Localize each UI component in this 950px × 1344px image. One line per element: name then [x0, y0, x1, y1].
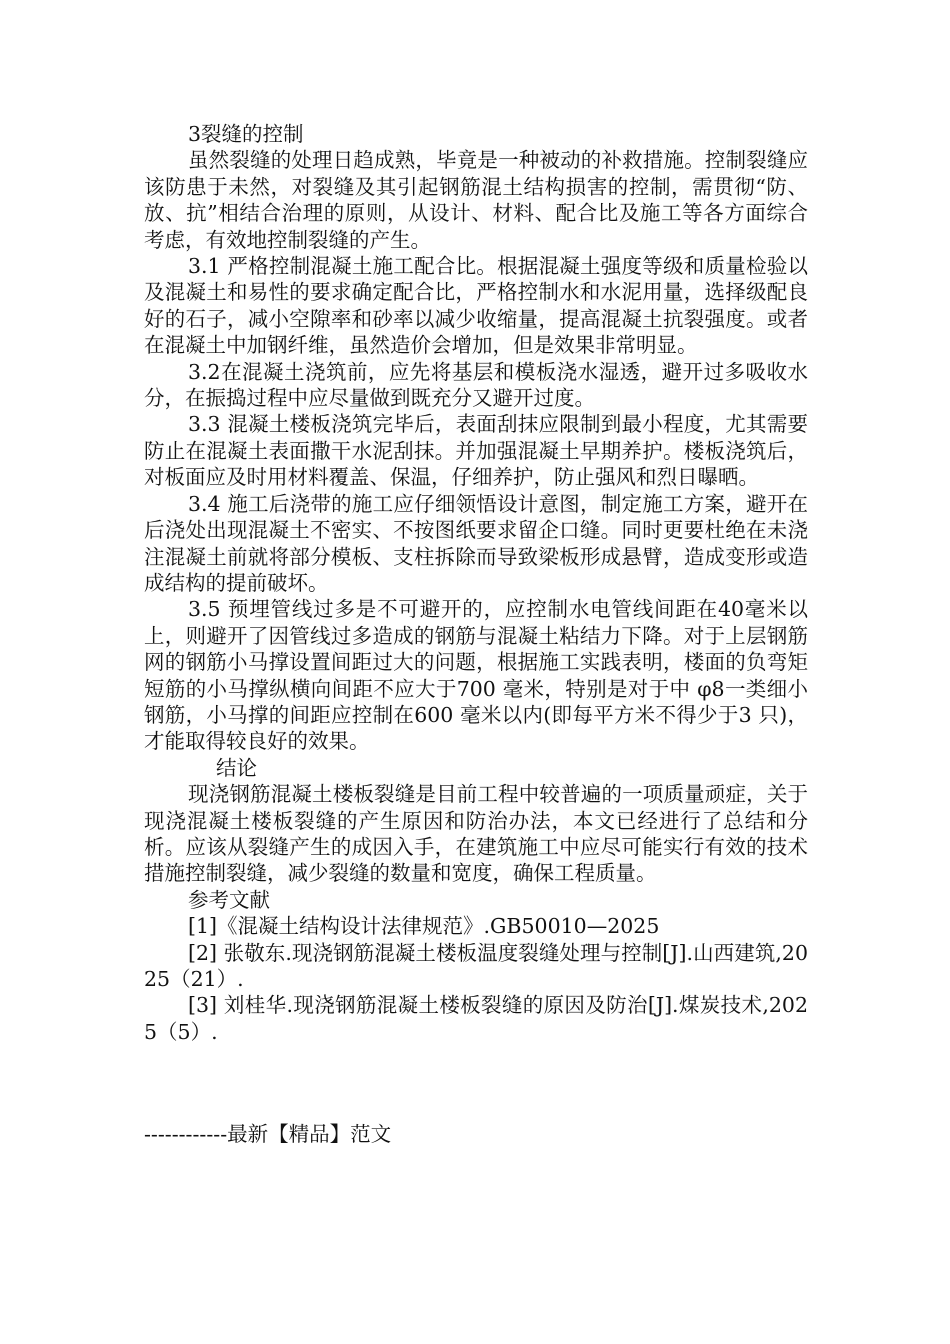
- reference-item-3: [3] 刘桂华.现浇钢筋混凝土楼板裂缝的原因及防治[J].煤炭技术,2025（5）.: [144, 993, 808, 1044]
- conclusion-title: 结论: [216, 755, 257, 780]
- references-title: 参考文献: [188, 887, 270, 912]
- section-title: 3裂缝的控制: [188, 122, 304, 146]
- intro-paragraph: 虽然裂缝的处理日趋成熟，毕竟是一种被动的补救措施。控制裂缝应该防患于未然，对裂缝及其引起钢筋混土结构损害的控制，需贯彻“防、放、抗”相结合治理的原则，从设计、材料、配合比及施工等各方面综合考虑，有效地控制裂缝的产生。: [144, 148, 808, 252]
- item-3-3-paragraph: 3.3 混凝土楼板浇筑完毕后，表面刮抹应限制到最小程度，尤其需要防止在混凝土表面撒干水泥刮抹。并加强混凝土早期养护。楼板浇筑后，对板面应及时用材料覆盖、保温，仔细养护，防止强风和烈日曝晒。: [144, 412, 808, 490]
- conclusion-paragraph: 现浇钢筋混凝土楼板裂缝是目前工程中较普遍的一项质量顽症，关于现浇混凝土楼板裂缝的产生原因和防治办法，本文已经进行了总结和分析。应该从裂缝产生的成因入手，在建筑施工中应尽可能实行有效的技术措施控制裂缝，减少裂缝的数量和宽度，确保工程质量。: [144, 782, 808, 886]
- item-3-4-paragraph: 3.4 施工后浇带的施工应仔细领悟设计意图，制定施工方案，避开在后浇处出现混凝土不密实、不按图纸要求留企口缝。同时更要杜绝在未浇注混凝土前就将部分模板、支柱拆除而导致梁板形成悬臂，造成变形或造成结构的提前破坏。: [144, 491, 808, 595]
- document-body: [144, 121, 808, 1045]
- item-3-1-paragraph: 3.1 严格控制混凝土施工配合比。根据混凝土强度等级和质量检验以及混凝土和易性的要求确定配合比，严格控制水和水泥用量，选择级配良好的石子，减小空隙率和砂率以减少收缩量，提高混凝土抗裂强度。或者在混凝土中加钢纤维，虽然造价会增加，但是效果非常明显。: [144, 254, 808, 358]
- item-3-2-paragraph: 3.2在混凝土浇筑前，应先将基层和模板浇水湿透，避开过多吸收水分，在振捣过程中应尽量做到既充分又避开过度。: [144, 359, 808, 411]
- reference-item-2: [2] 张敬东.现浇钢筋混凝土楼板温度裂缝处理与控制[J].山西建筑,2025（21）.: [144, 940, 808, 991]
- item-3-5-paragraph: 3.5 预埋管线过多是不可避开的，应控制水电管线间距在40毫米以上，则避开了因管线过多造成的钢筋与混凝土粘结力下降。对于上层钢筋网的钢筋小马撑设置间距过大的问题，根据施工实践表明，楼面的负弯矩短筋的小马撑纵横向间距不应大于700 毫米，特别是对于中 φ8一类细小钢筋，小马撑的间距应控制在600 毫米以内(即每平方米不得少于3 只)，才能取得较良好的效果。: [144, 597, 808, 754]
- reference-item-1: [1]《混凝土结构设计法律规范》.GB50010—2025: [188, 914, 660, 939]
- footer-banner: ------------最新【精品】范文: [144, 1122, 392, 1146]
